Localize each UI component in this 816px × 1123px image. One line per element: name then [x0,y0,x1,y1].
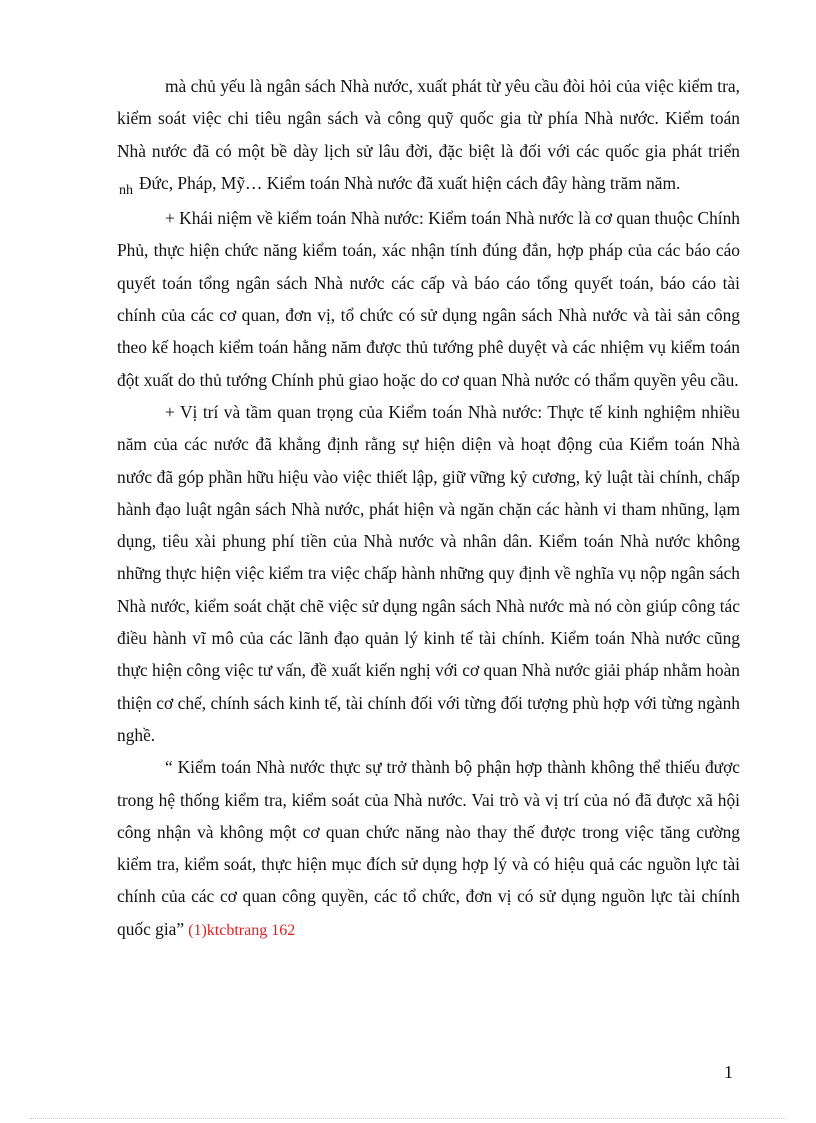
paragraph-importance: + Vị trí và tầm quan trọng của Kiểm toán Nhà nước: Thực tế kinh nghiệm nhiều năm của các nước đã khẳng định rằng sự hiện diện và hoạt động của Kiểm toán Nhà nước đã góp phần hữu hiệu vào việc thiết lập, giữ vững kỷ cương, kỷ luật tài chính, chấp hành đạo luật ngân sách Nhà nước, phát hiện và ngăn chặn các hành vi tham nhũng, lạm dụng, tiêu xài phung phí tiền của Nhà nước và nhân dân. Kiểm toán Nhà nước không những thực hiện việc kiểm tra việc chấp hành những quy định về nghĩa vụ nộp ngân sách Nhà nước, kiểm soát chặt chẽ việc sử dụng ngân sách Nhà nước mà nó còn giúp công tác điều hành vĩ mô của các lãnh đạo quản lý kinh tế tài chính. Kiểm toán Nhà nước cũng thực hiện công việc tư vấn, đề xuất kiến nghị với cơ quan Nhà nước giải pháp nhằm hoàn thiện cơ chế, chính sách kinh tế, tài chính đối với từng đối tượng phù hợp với từng ngành nghề. [117,401,740,745]
body-text [117,70,740,947]
page-number: 1 [724,1062,733,1082]
paragraph-history-text-2: Đức, Pháp, Mỹ… Kiểm toán Nhà nước đã xuất hiện cách đây hàng trăm năm. [139,172,681,193]
quote-text: “ Kiểm toán Nhà nước thực sự trở thành bộ phận hợp thành không thể thiếu được trong hệ thống kiểm tra, kiểm soát của Nhà nước. Vai trò và vị trí của nó đã được xã hội công nhận và không một cơ quan chức năng nào thay thế được trong việc tăng cường kiểm tra, kiểm soát, thực hiện mục đích sử dụng hợp lý và có hiệu quả các nguồn lực tài chính của các cơ quan công quyền, các tổ chức, đơn vị có sử dụng nguồn lực tài chính quốc gia” [117,757,740,939]
paragraph-quote [117,751,740,947]
abbreviation-nh: nh [119,182,133,198]
footnote-reference: (1)ktcbtrang 162 [188,921,296,939]
paragraph-history-text-1: mà chủ yếu là ngân sách Nhà nước, xuất phát từ yêu cầu đòi hỏi của việc kiểm tra, kiểm soát việc chi tiêu ngân sách và công quỹ quốc gia từ phía Nhà nước. Kiểm toán Nhà nước đã có một bề dày lịch sử lâu đời, đặc biệt là đối với các quốc gia phát triển [117,76,740,161]
page-bottom-divider [30,1118,786,1119]
paragraph-concept: + Khái niệm về kiểm toán Nhà nước: Kiểm toán Nhà nước là cơ quan thuộc Chính Phủ, thực hiện chức năng kiểm toán, xác nhận tính đúng đắn, hợp pháp của các báo cáo quyết toán tổng ngân sách Nhà nước các cấp và báo cáo tổng quyết toán, báo cáo tài chính của các cơ quan, đơn vị, tổ chức có sử dụng ngân sách Nhà nước và tài sản công theo kế hoạch kiểm toán hằng năm được thủ tướng phê duyệt và các nhiệm vụ kiểm toán đột xuất do thủ tướng Chính phủ giao hoặc do cơ quan Nhà nước có thẩm quyền yêu cầu. [117,208,740,390]
paragraph-history [117,70,740,202]
